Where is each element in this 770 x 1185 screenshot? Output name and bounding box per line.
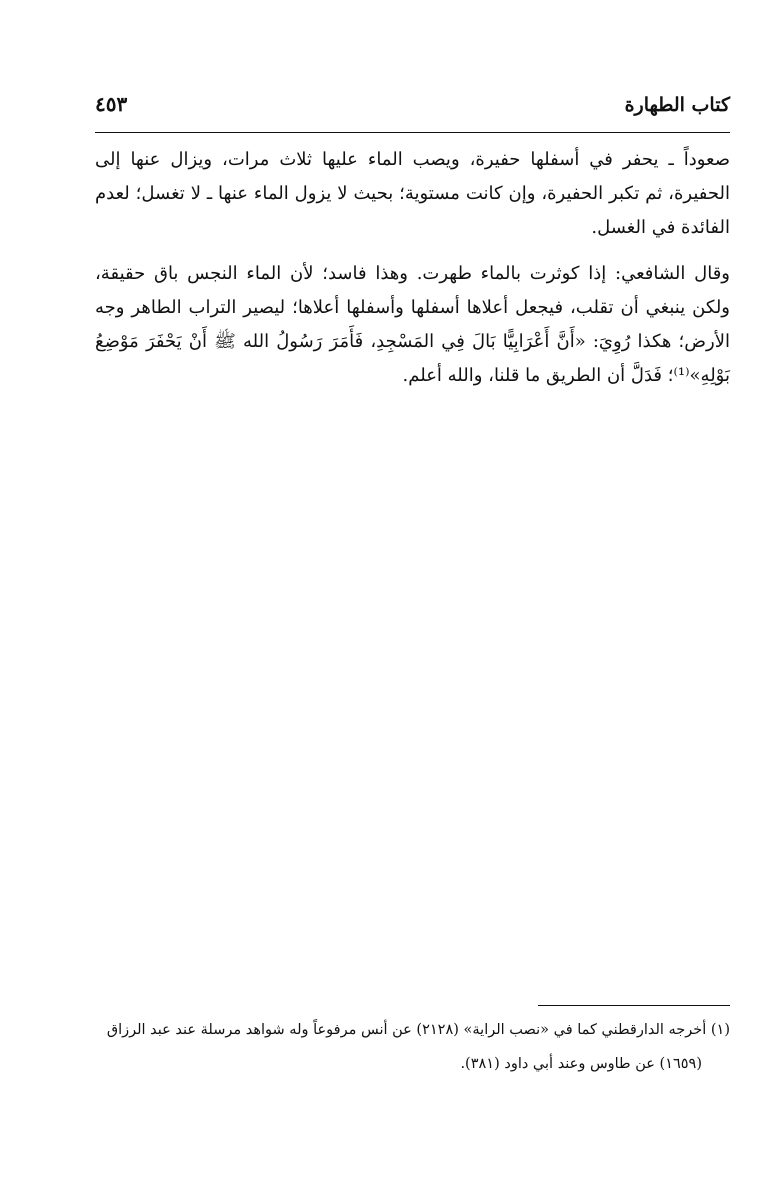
footnote-line-2: (١٦٥٩) عن طاوس وعند أبي داود (٣٨١). <box>460 1056 702 1072</box>
paragraph-1: صعوداً ـ يحفر في أسفلها حفيرة، ويصب الماء عليها ثلاث مرات، ويزال عنها إلى الحفيرة، ثم تكبر الحفيرة، وإن كانت مستوية؛ بحيث لا يزول الماء عنها ـ لا تغسل؛ لعدم الفائدة في الغسل. <box>95 149 730 238</box>
page-number: ٤٥٣ <box>95 92 128 116</box>
header-divider <box>95 132 730 133</box>
footnote-divider <box>538 1005 730 1006</box>
footnote-1 <box>95 1013 730 1081</box>
main-text <box>95 143 730 393</box>
paragraph-2: وقال الشافعي: إذا كوثرت بالماء طهرت. وهذا فاسد؛ لأن الماء النجس باق حقيقة، ولكن ينبغي أن تقلب، فيجعل أعلاها أسفلها وأسفلها أعلاها؛ ليصير التراب الطاهر وجه الأرض؛ هكذا رُوِيَ: «أَنَّ أَعْرَابِيًّا بَالَ فِي المَسْجِدِ، فَأَمَرَ رَسُولُ الله ﷺ أَنْ يَحْفَرَ مَوْضِعُ بَوْلِهِ»⁽¹⁾؛ فَدَلَّ أن الطريق ما قلنا، والله أعلم. <box>95 263 730 386</box>
page-header <box>95 92 730 124</box>
footnote-line-1: (١) أخرجه الدارقطني كما في «نصب الراية» (٢١٢٨) عن أنس مرفوعاً وله شواهد مرسلة عند عبد الرزاق <box>106 1022 730 1038</box>
running-title: كتاب الطهارة <box>624 94 730 116</box>
